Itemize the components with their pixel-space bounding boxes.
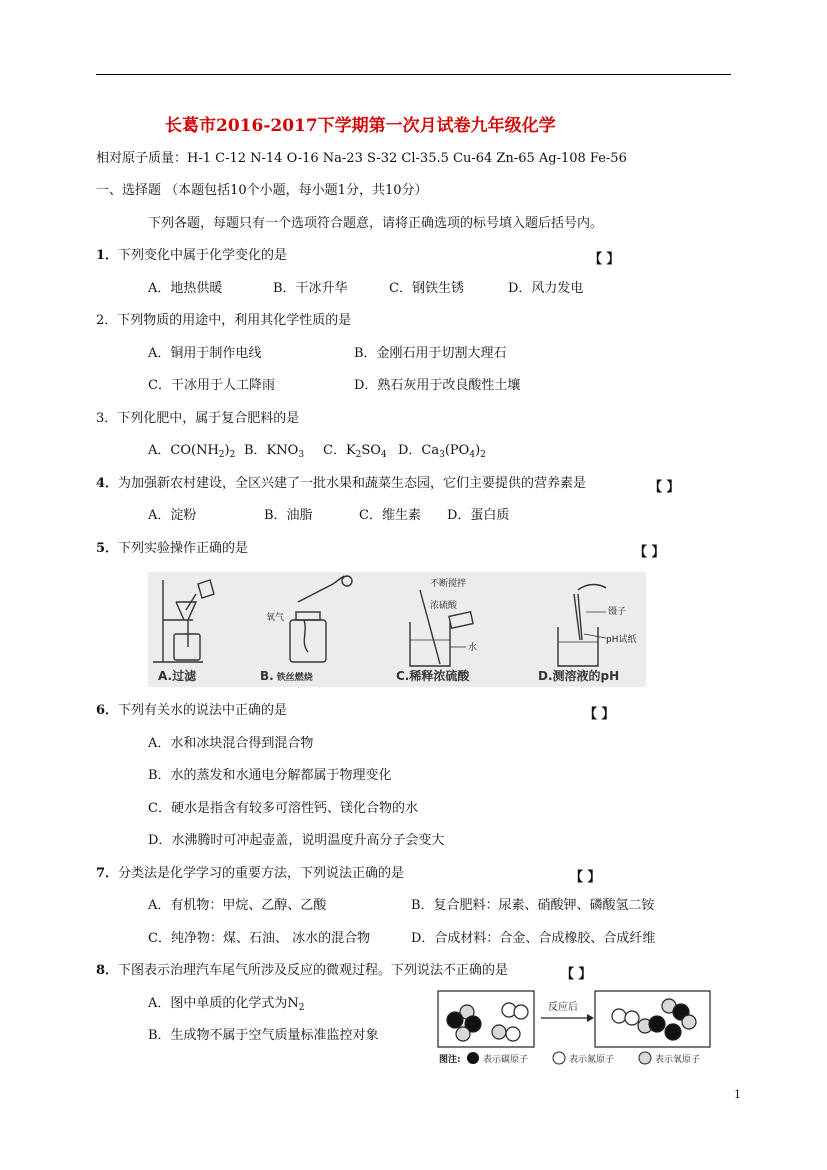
ph-test-apparatus [558,585,606,667]
figure-label-c: C.稀释浓硫酸 [396,669,470,683]
q1-answer-bracket: 【 】 [589,252,620,267]
q6-answer-bracket: 【 】 [584,707,615,722]
q6-option-a: A．水和冰块混合得到混合物 [148,736,314,751]
q7-option-a: A．有机物：甲烷、乙醇、乙酸 [148,898,327,913]
header-rule [96,74,731,75]
q2-stem: 2．下列物质的用途中，利用其化学性质的是 [96,313,352,328]
q1-option-d: D．风力发电 [508,281,584,296]
carbon-atom-icon [467,1052,479,1064]
figure-label-d: D.测溶液的pH [538,669,620,683]
label-acid: 浓硫酸 [430,601,458,611]
lab-operations-drawing [148,572,646,687]
page-title: 长葛市2016-2017下学期第一次月试卷九年级化学 [165,116,556,136]
q6-option-b: B．水的蒸发和水通电分解都属于物理变化 [148,768,392,783]
reaction-micro-figure [437,990,712,1075]
q7-stem: 7．分类法是化学学习的重要方法，下列说法正确的是 [96,866,405,881]
q4-option-d: D．蛋白质 [447,508,510,523]
q6-option-d: D．水沸腾时可冲起壶盖，说明温度升高分子会变大 [148,833,445,848]
q3-stem: 3．下列化肥中，属于复合肥料的是 [96,411,300,426]
q3-option-d: D．$Ca_3(PO_4)_2$ [398,443,486,460]
after-molecules [612,999,696,1040]
page-number: 1 [734,1088,741,1101]
nitrogen-atom-icon [553,1052,565,1064]
q4-option-c: C．维生素 [359,508,421,523]
q6-stem: 6．下列有关水的说法中正确的是 [96,703,288,718]
q8-answer-bracket: 【 】 [561,967,592,982]
q8-stem: 8．下图表示治理汽车尾气所涉及反应的微观过程。下列说法不正确的是 [96,963,509,978]
reaction-micro-drawing [437,990,712,1075]
q7-answer-bracket: 【 】 [570,870,601,885]
q8-option-a: A．图中单质的化学式为$N_2$ [148,996,305,1013]
label-water: 水 [468,643,478,653]
q1-option-a: A．地热供暖 [148,281,223,296]
legend-carbon: 表示碳原子 [483,1055,529,1065]
label-oxygen: 氧气 [266,613,285,623]
q7-option-d: D．合成材料：合金、合成橡胶、合成纤维 [411,931,656,946]
section-heading: 一、选择题 （本题包括10个小题，每小题1分，共10分） [96,183,428,198]
label-tweezers: 镊子 [608,607,627,617]
q2-option-b: B．金刚石用于切割大理石 [354,346,507,361]
reaction-arrow [541,1014,594,1022]
q5-answer-bracket: 【 】 [634,545,665,560]
oxygen-atom-icon [639,1052,651,1064]
q2-option-d: D．熟石灰用于改良酸性土壤 [354,378,521,393]
lab-operations-figure [148,572,646,687]
iron-burning-apparatus [290,576,352,662]
q1-stem: 1．下列变化中属于化学变化的是 [96,248,288,263]
arrow-label: 反应后 [548,1002,578,1013]
q2-option-c: C．干冰用于人工降雨 [148,378,275,393]
q3-option-a: A．$CO(NH_2)_2$ [148,443,236,460]
q8-option-b: B．生成物不属于空气质量标准监控对象 [148,1028,379,1043]
before-molecules [447,1003,528,1041]
q4-option-a: A．淀粉 [148,508,197,523]
section-instruction: 下列各题，每题只有一个选项符合题意，请将正确选项的标号填入题后括号内。 [148,216,604,231]
label-ph-paper: pH试纸 [606,635,637,645]
figure-label-a: A.过滤 [158,669,197,683]
q4-answer-bracket: 【 】 [649,480,680,495]
q7-option-c: C．纯净物：煤、石油、 冰水的混合物 [148,931,371,946]
q2-option-a: A．铜用于制作电线 [148,346,262,361]
q7-option-b: B．复合肥料：尿素、硝酸钾、磷酸氢二铵 [411,898,655,913]
q4-option-b: B．油脂 [264,508,313,523]
legend-title: 图注: [439,1055,461,1065]
q4-stem: 4．为加强新农村建设，全区兴建了一批水果和蔬菜生态园，它们主要提供的营养素是 [96,476,587,491]
figure-legend [439,1052,700,1065]
figure-label-b: B. 铁丝燃烧 [260,669,313,683]
q1-option-c: C．钢铁生锈 [389,281,464,296]
q1-option-b: B．干冰升华 [273,281,348,296]
q3-option-c: C．$K_2SO_4$ [323,443,387,460]
q5-stem: 5．下列实验操作正确的是 [96,541,249,556]
q3-option-b: B．$KNO_3$ [244,443,305,460]
atomic-mass-line: 相对原子质量：H-1 C-12 N-14 O-16 Na-23 S-32 Cl-35.5 Cu-64 Zn-65 Ag-108 Fe-56 [96,151,627,166]
legend-oxygen: 表示氧原子 [655,1055,701,1065]
legend-nitrogen: 表示氮原子 [569,1055,615,1065]
filtration-apparatus [153,580,214,662]
label-stir: 不断搅拌 [430,579,467,589]
q6-option-c: C．硬水是指含有较多可溶性钙、镁化合物的水 [148,801,418,816]
